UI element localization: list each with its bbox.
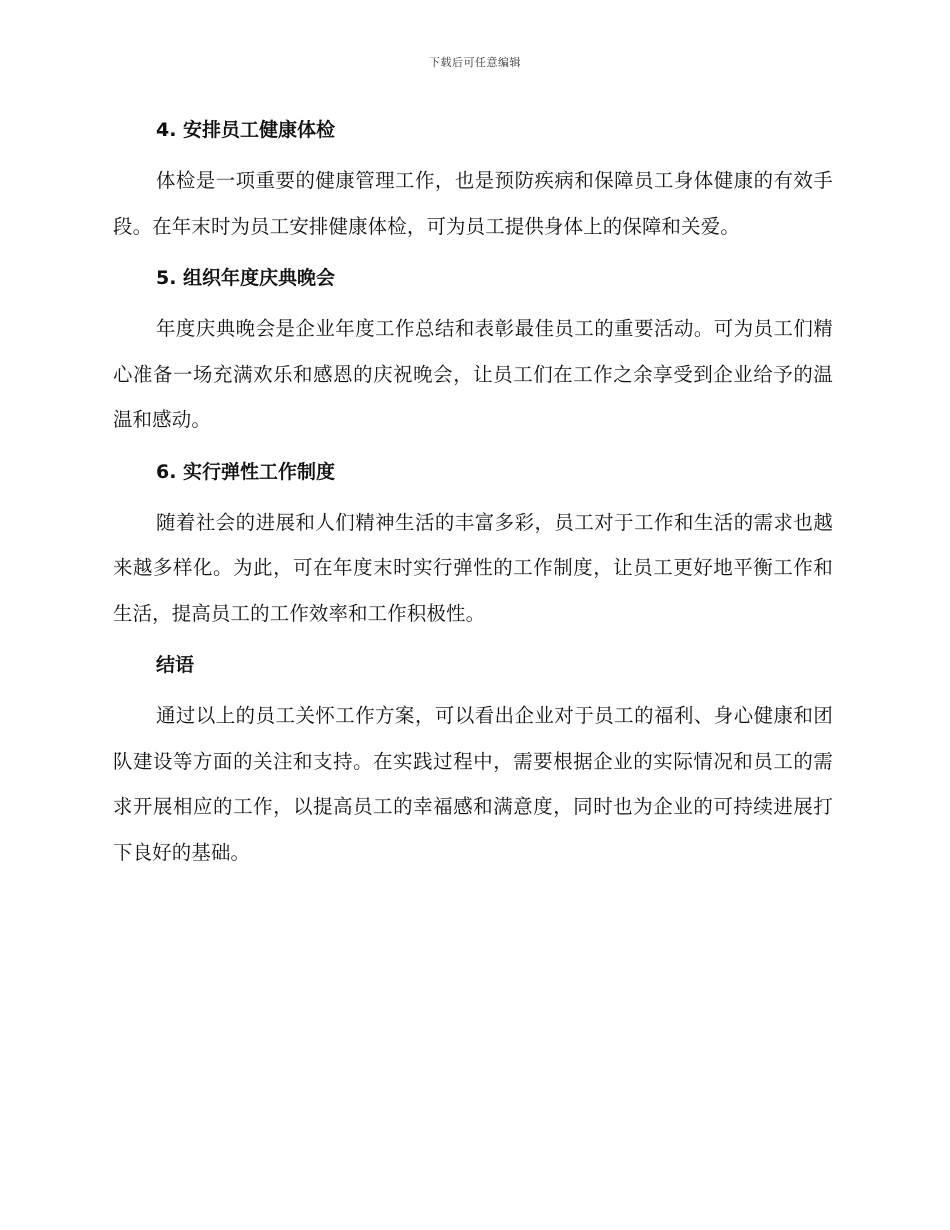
document-body: [113, 110, 833, 884]
section-paragraph: 年度庆典晚会是企业年度工作总结和表彰最佳员工的重要活动。可为员工们精心准备一场充满欢乐和感恩的庆祝晚会，让员工们在工作之余享受到企业给予的温温和感动。: [113, 317, 833, 431]
section-paragraph: 体检是一项重要的健康管理工作，也是预防疾病和保障员工身体健康的有效手段。在年末时为员工安排健康体检，可为员工提供身体上的保障和关爱。: [113, 169, 833, 238]
section-heading: 结语: [156, 654, 195, 676]
section-health-checkup: [113, 110, 833, 249]
section-flexible-work: [113, 452, 833, 637]
section-annual-gala: [113, 258, 833, 443]
section-conclusion: [113, 645, 833, 875]
section-heading: 4. 安排员工健康体检: [156, 119, 336, 141]
section-paragraph: 随着社会的进展和人们精神生活的丰富多彩，员工对于工作和生活的需求也越来越多样化。为此，可在年度末时实行弹性的工作制度，让员工更好地平衡工作和生活，提高员工的工作效率和工作积极性。: [113, 510, 833, 625]
section-heading: 6. 实行弹性工作制度: [156, 460, 336, 483]
section-heading: 5. 组织年度庆典晚会: [156, 267, 336, 289]
page-header-note: 下载后可任意编辑: [429, 56, 521, 69]
section-paragraph: 通过以上的员工关怀工作方案，可以看出企业对于员工的福利、身心健康和团队建设等方面的关注和支持。在实践过程中，需要根据企业的实际情况和员工的需求开展相应的工作，以提高员工的幸福感和满意度，同时也为企业的可持续进展打下良好的基础。: [113, 704, 833, 864]
